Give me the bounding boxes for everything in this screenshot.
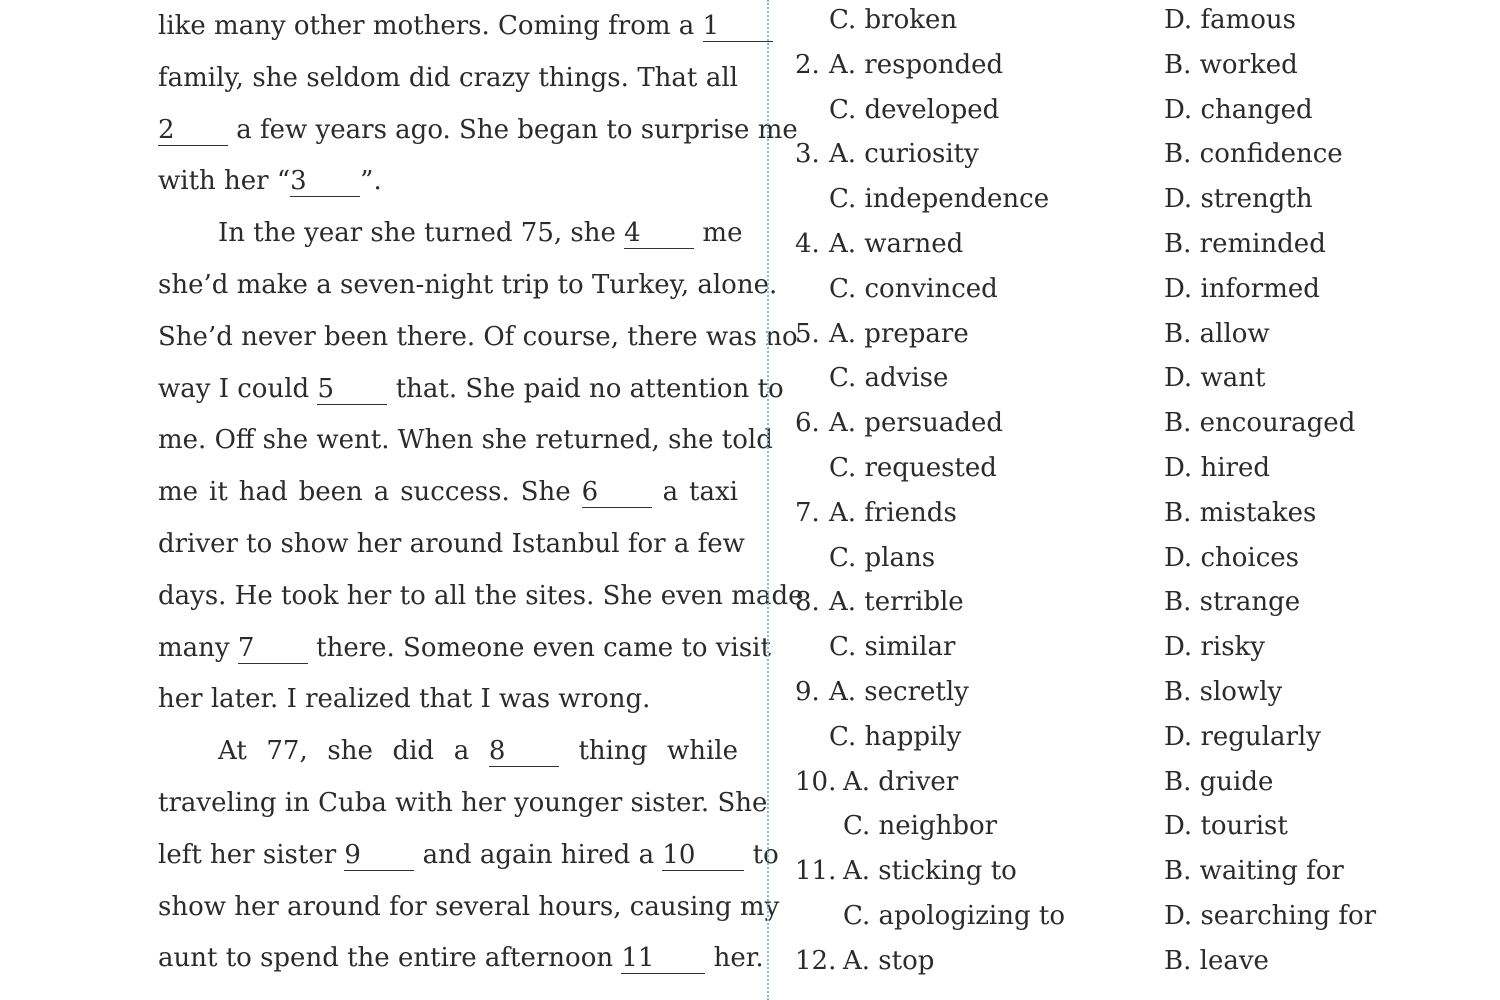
passage-text-segment: me it had been a success. She bbox=[158, 477, 582, 508]
passage-text-segment: left her sister bbox=[158, 839, 345, 870]
option-a: A. friends bbox=[829, 497, 957, 528]
blank-6: 6 bbox=[582, 477, 652, 508]
option-d: D. hired bbox=[1164, 453, 1270, 483]
option-d: D. strength bbox=[1164, 184, 1313, 215]
blank-5: 5 bbox=[317, 374, 387, 405]
blank-11: 11 bbox=[621, 943, 705, 974]
passage-text-segment: days. He took her to all the sites. She even made bbox=[158, 580, 804, 611]
option-d: D. searching for bbox=[1164, 901, 1377, 931]
option-b: B. worked bbox=[1164, 49, 1298, 80]
passage-text-segment: she’d make a seven-night trip to Turkey, alone. bbox=[158, 270, 778, 300]
passage-text-segment: family, she seldom did crazy things. That all bbox=[158, 62, 738, 93]
option-b: B. encouraged bbox=[1164, 408, 1356, 439]
option-b: B. waiting for bbox=[1164, 856, 1344, 887]
blank-10: 10 bbox=[662, 840, 744, 871]
question-number: 2. bbox=[795, 49, 820, 80]
passage-text-segment: way I could bbox=[158, 373, 318, 404]
option-d: D. choices bbox=[1164, 542, 1300, 573]
passage-text-segment: that. She paid no attention to bbox=[387, 373, 784, 404]
passage-line bbox=[158, 6, 738, 46]
blank-8: 8 bbox=[489, 736, 559, 767]
option-c: C. similar bbox=[829, 632, 956, 663]
option-c: C. neighbor bbox=[843, 811, 998, 842]
option-c: C. convinced bbox=[829, 273, 998, 304]
question-number: 9. bbox=[795, 677, 820, 707]
option-b: B. confidence bbox=[1164, 139, 1343, 170]
option-b: B. leave bbox=[1164, 945, 1269, 976]
passage-text-segment: me bbox=[694, 218, 743, 249]
option-d: D. informed bbox=[1164, 273, 1320, 304]
passage-text-segment: with her “ bbox=[158, 166, 291, 197]
blank-7: 7 bbox=[238, 633, 308, 664]
passage-text-segment: her. bbox=[705, 943, 764, 974]
passage-line bbox=[158, 887, 780, 927]
option-a: A. persuaded bbox=[829, 408, 1004, 439]
option-d: D. risky bbox=[1164, 632, 1265, 663]
question-number: 6. bbox=[795, 408, 820, 439]
option-b: B. reminded bbox=[1164, 229, 1326, 259]
passage-line bbox=[158, 576, 804, 616]
passage-line bbox=[158, 317, 798, 357]
option-d: D. regularly bbox=[1164, 721, 1321, 752]
option-a: A. sticking to bbox=[843, 856, 1017, 887]
blank-4: 4 bbox=[624, 218, 694, 249]
passage-line bbox=[158, 835, 779, 875]
passage-text-segment: me. Off she went. When she returned, she told bbox=[158, 425, 773, 456]
option-a: A. driver bbox=[843, 766, 959, 797]
passage-text-segment: many bbox=[158, 632, 238, 663]
option-a: A. prepare bbox=[829, 318, 969, 349]
passage-text-segment: a taxi bbox=[651, 477, 738, 508]
option-b: B. guide bbox=[1164, 766, 1274, 797]
passage-text-segment: In the year she turned 75, she bbox=[218, 218, 625, 249]
option-a: A. warned bbox=[829, 229, 964, 259]
passage-text-segment: like many other mothers. Coming from a bbox=[158, 11, 703, 41]
option-d: D. tourist bbox=[1164, 811, 1288, 842]
passage-text-segment: At 77, she did a bbox=[218, 736, 489, 767]
option-d: D. want bbox=[1164, 363, 1266, 394]
question-number: 4. bbox=[795, 229, 820, 259]
passage-line bbox=[158, 420, 773, 460]
option-a: A. terrible bbox=[829, 587, 964, 618]
blank-9: 9 bbox=[344, 840, 414, 871]
option-b: B. mistakes bbox=[1164, 497, 1317, 528]
question-number: 11. bbox=[795, 856, 837, 887]
passage-line bbox=[158, 731, 738, 771]
passage-text-segment: traveling in Cuba with her younger sister. She bbox=[158, 788, 768, 818]
passage-line bbox=[158, 679, 738, 719]
passage-text-segment: ”. bbox=[360, 166, 382, 197]
question-number: 12. bbox=[795, 945, 837, 976]
option-a: A. secretly bbox=[829, 677, 969, 707]
passage-text-segment: show her around for several hours, causing my bbox=[158, 891, 780, 922]
option-c: C. independence bbox=[829, 184, 1050, 215]
option-c: C. broken bbox=[829, 5, 958, 35]
question-number: 3. bbox=[795, 139, 820, 170]
passage-line bbox=[158, 161, 738, 201]
passage-line bbox=[158, 369, 784, 409]
blank-2: 2 bbox=[158, 115, 228, 146]
option-a: A. stop bbox=[843, 945, 935, 976]
option-c: C. happily bbox=[829, 721, 962, 752]
passage-text-segment: thing while bbox=[558, 736, 738, 767]
passage-line bbox=[158, 110, 798, 150]
passage-text-segment: her later. I realized that I was wrong. bbox=[158, 684, 651, 715]
blank-1: 1 bbox=[703, 11, 773, 42]
option-d: D. changed bbox=[1164, 94, 1313, 125]
passage-line bbox=[158, 265, 778, 305]
passage-line bbox=[158, 472, 738, 512]
question-number: 5. bbox=[795, 318, 820, 349]
passage-line bbox=[158, 58, 738, 98]
passage-line bbox=[158, 628, 771, 668]
option-c: C. requested bbox=[829, 453, 997, 483]
passage-line bbox=[158, 524, 745, 564]
passage-text-segment: a few years ago. She began to surprise me bbox=[228, 114, 798, 145]
option-c: C. plans bbox=[829, 542, 936, 573]
option-b: B. strange bbox=[1164, 587, 1301, 618]
option-d: D. famous bbox=[1164, 5, 1296, 35]
question-number: 7. bbox=[795, 497, 820, 528]
option-b: B. slowly bbox=[1164, 677, 1283, 707]
passage-text-segment: aunt to spend the entire afternoon bbox=[158, 943, 622, 974]
option-a: A. responded bbox=[829, 49, 1004, 80]
option-b: B. allow bbox=[1164, 318, 1270, 349]
blank-3: 3 bbox=[290, 166, 360, 197]
passage-line bbox=[158, 213, 743, 253]
option-a: A. curiosity bbox=[829, 139, 979, 170]
column-divider bbox=[767, 0, 769, 1000]
passage-text-segment: and again hired a bbox=[414, 839, 663, 870]
passage-text-segment: She’d never been there. Of course, there was no bbox=[158, 321, 798, 352]
passage-text-segment: to bbox=[744, 839, 779, 870]
option-c: C. apologizing to bbox=[843, 901, 1065, 931]
passage-line bbox=[158, 938, 764, 978]
option-c: C. advise bbox=[829, 363, 949, 394]
question-number: 8. bbox=[795, 587, 820, 618]
question-number: 10. bbox=[795, 766, 837, 797]
option-c: C. developed bbox=[829, 94, 1000, 125]
passage-text-segment: driver to show her around Istanbul for a few bbox=[158, 529, 745, 559]
passage-text-segment: there. Someone even came to visit bbox=[307, 632, 771, 663]
passage-line bbox=[158, 783, 768, 823]
